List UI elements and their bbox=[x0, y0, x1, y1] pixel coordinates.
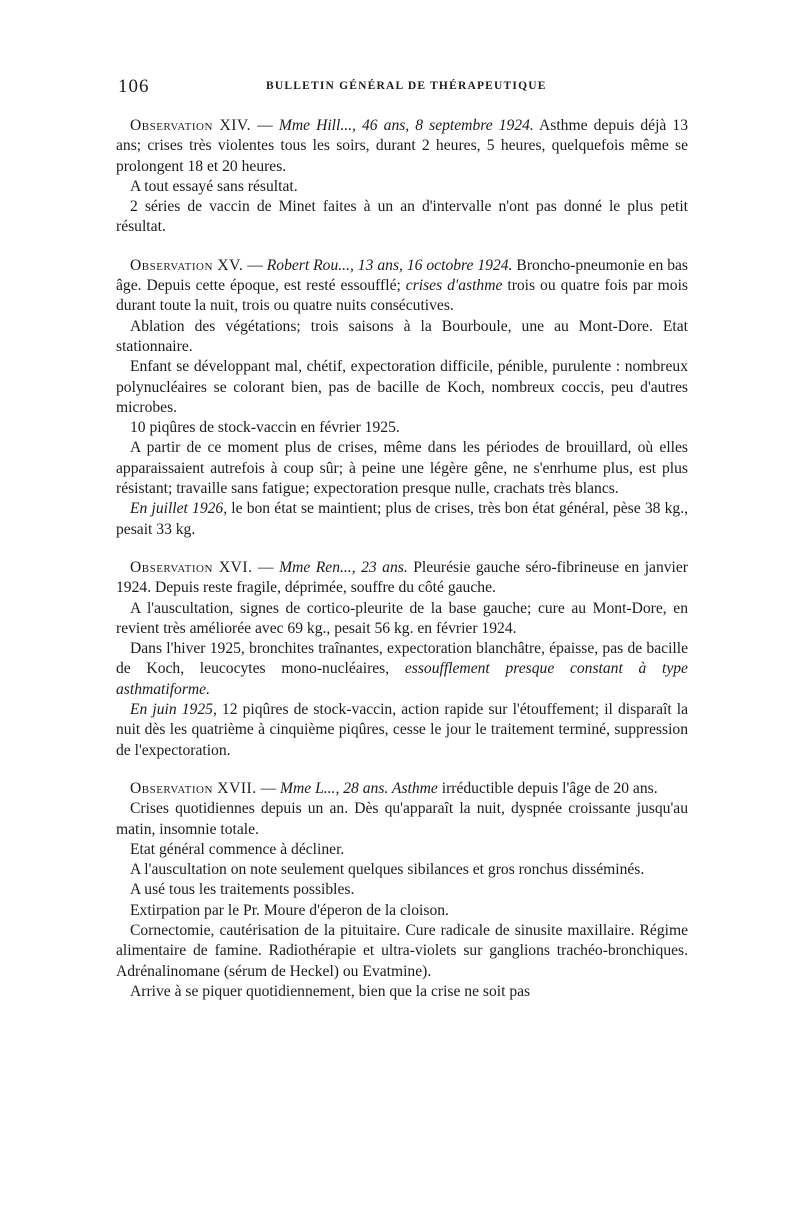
page-body bbox=[116, 116, 688, 1002]
observation-label: Observation XV. bbox=[130, 256, 244, 274]
paragraph: Cornectomie, cautérisation de la pituitaire. Cure radicale de sinusite maxillaire. Régime alimentaire de famine. Radiothérapie et ultra-violets sur ganglions trachéo-bronchiques. Adrénalinomane (sérum de Heckel) ou Evatmine). bbox=[116, 921, 688, 980]
paragraph: A l'auscultation on note seulement quelques sibilances et gros ronchus disséminés. bbox=[130, 861, 645, 879]
paragraph: Etat général commence à décliner. bbox=[130, 840, 345, 858]
paragraph: Enfant se développant mal, chétif, expectoration difficile, pénible, purulente : nombreux polynucléaires se colorant bien, pas de bacille de Koch, nombreux coccis, peu d'autres microbes. bbox=[116, 358, 688, 416]
running-title: BULLETIN GÉNÉRAL DE THÉRAPEUTIQUE bbox=[266, 80, 547, 92]
italic-text: crises d'asthme bbox=[405, 277, 503, 295]
observation-label: Observation XIV. bbox=[130, 117, 252, 134]
separator: — bbox=[243, 256, 267, 274]
paragraph: A usé tous les traitements possibles. bbox=[130, 881, 355, 899]
observation-subject: Mme Hill..., 46 ans, 8 septembre 1924. bbox=[278, 117, 534, 134]
italic-text: Asthme bbox=[388, 779, 438, 797]
italic-text: essoufflement presque constant à type asthmatiforme. bbox=[116, 660, 688, 698]
paragraph: 2 séries de vaccin de Minet faites à un an d'intervalle n'ont pas donné le plus petit résultat. bbox=[116, 198, 688, 236]
paragraph: Ablation des végétations; trois saisons à la Bourboule, une au Mont-Dore. Etat stationnaire. bbox=[116, 317, 688, 355]
separator: — bbox=[256, 779, 281, 797]
italic-date: En juillet 1926, bbox=[130, 500, 228, 518]
paragraph-text: Asthme depuis déjà 13 ans; crises très violentes tous les soirs, durant 2 heures, 5 heures, quelquefois même se prolongent 18 et 20 heures. bbox=[116, 117, 689, 175]
paragraph bbox=[116, 499, 688, 540]
observation-label: Observation XVI. bbox=[130, 558, 253, 576]
observation-14-heading bbox=[116, 116, 688, 177]
paragraph-text: Pleurésie gauche séro-fibrineuse en janvier 1924. Depuis reste fragile, déprimée, souffre du côté gauche. bbox=[116, 558, 689, 597]
paragraph: Arrive à se piquer quotidiennement, bien que la crise ne soit pas bbox=[130, 982, 531, 1000]
paragraph: A tout essayé sans résultat. bbox=[130, 177, 298, 195]
paragraph-text: le bon état se maintient; plus de crises, très bon état général, pèse 38 kg., pesait 33 kg. bbox=[116, 500, 688, 538]
italic-date: En juin 1925, bbox=[130, 701, 217, 719]
paragraph bbox=[116, 639, 688, 700]
observation-subject: Mme Ren..., 23 ans. bbox=[279, 558, 408, 576]
paragraph bbox=[116, 700, 688, 761]
separator: — bbox=[251, 117, 279, 134]
paragraph-text: Dans l'hiver 1925, bronchites traînantes, expectoration blanchâtre, épaisse, pas de bacille de Koch, leucocytes mono-nucléaires, bbox=[116, 640, 688, 678]
observation-subject: Robert Rou..., 13 ans, 16 octobre 1924. bbox=[266, 256, 513, 274]
paragraph-text: Broncho-pneumonie en bas âge. Depuis cette époque, est resté essoufflé; bbox=[116, 256, 689, 295]
separator: — bbox=[252, 558, 280, 576]
paragraph-text: 12 piqûres de stock-vaccin, action rapide sur l'étouffement; il disparaît la nuit dès les quatrième à cinquième piqûres, cesse le jour le traitement terminé, suppression de l'expectoration. bbox=[116, 701, 688, 759]
page-header bbox=[118, 76, 688, 100]
paragraph: Extirpation par le Pr. Moure d'éperon de la cloison. bbox=[130, 901, 449, 919]
observation-subject: Mme L..., 28 ans. bbox=[280, 779, 389, 797]
paragraph: A partir de ce moment plus de crises, même dans les périodes de brouillard, où elles apparaissaient autrefois à coup sûr; à peine une légère gêne, ne s'enrhume plus, est plus résistant; travaille sans fatigue; expectoration presque nulle, crachats très blancs. bbox=[116, 439, 688, 498]
observation-17-heading bbox=[116, 779, 688, 799]
paragraph: 10 piqûres de stock-vaccin en février 1925. bbox=[130, 419, 400, 437]
paragraph: Crises quotidiennes depuis un an. Dès qu'apparaît la nuit, dyspnée croissante jusqu'au matin, insomnie totale. bbox=[116, 800, 688, 838]
paragraph: A l'auscultation, signes de cortico-pleurite de la base gauche; cure au Mont-Dore, en revient très améliorée avec 69 kg., pesait 56 kg. en février 1924. bbox=[116, 599, 688, 637]
observation-label: Observation XVII. bbox=[130, 779, 257, 797]
observation-16-heading bbox=[116, 558, 688, 599]
paragraph-text: irréductible depuis l'âge de 20 ans. bbox=[437, 779, 658, 797]
page-number: 106 bbox=[118, 76, 150, 97]
observation-15-heading bbox=[116, 256, 688, 317]
paragraph-text: trois ou quatre fois par mois durant toute la nuit, trois ou quatre nuits consécutives. bbox=[116, 277, 688, 315]
